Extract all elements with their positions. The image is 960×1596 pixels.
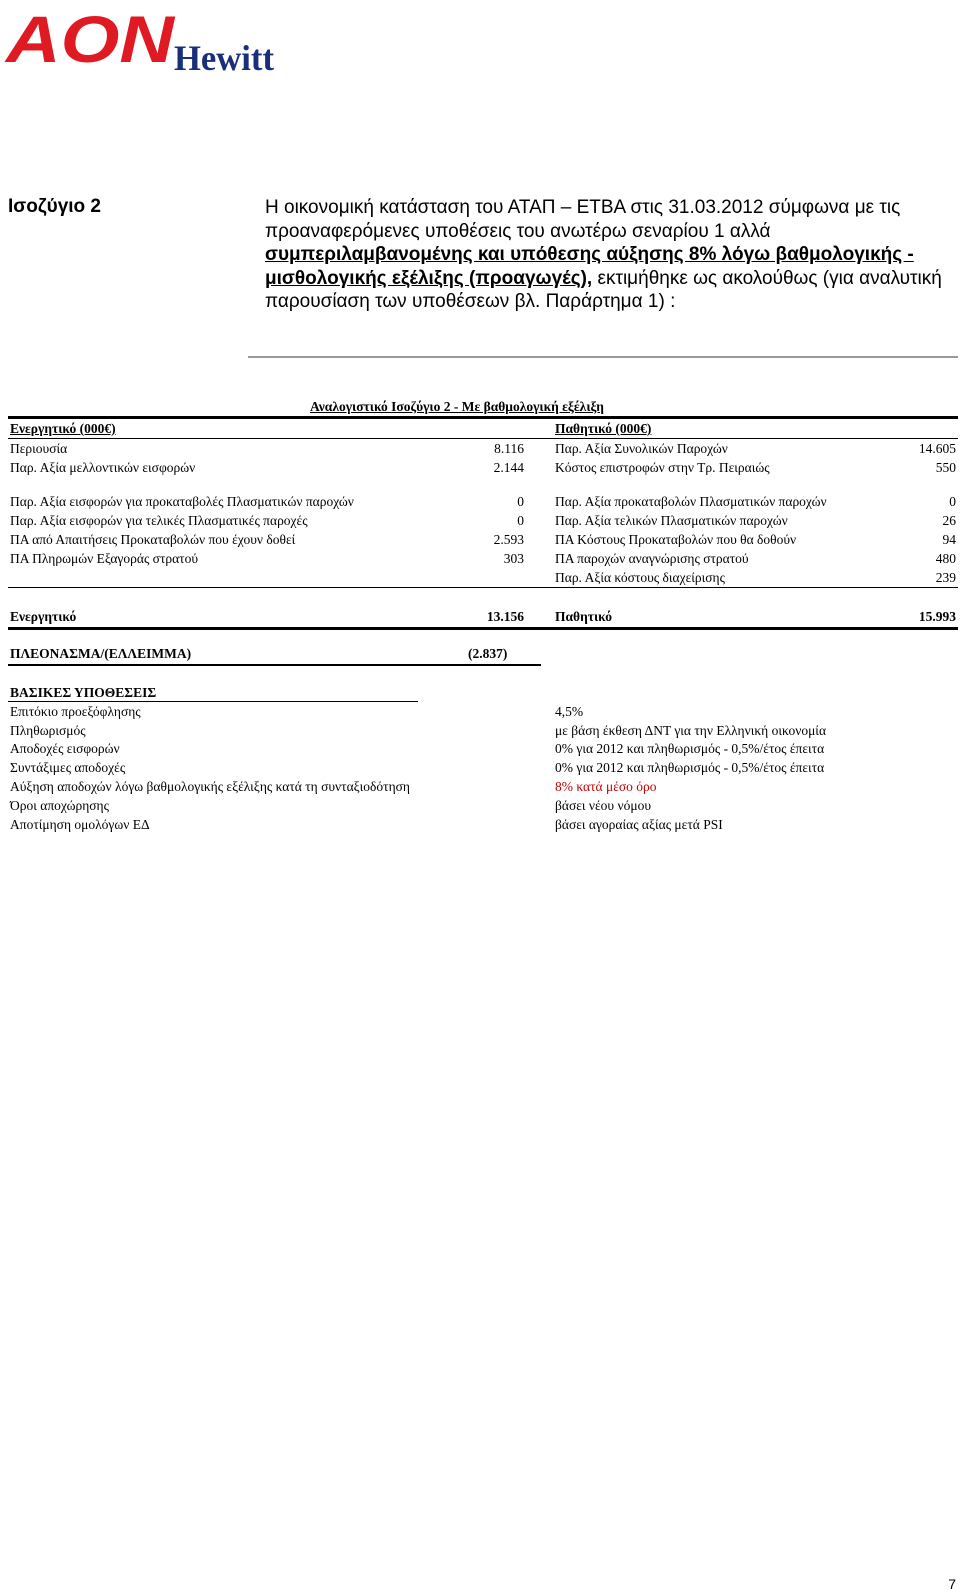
intro-divider	[248, 356, 958, 358]
aon-hewitt-logo	[4, 2, 294, 78]
table-row-asset-label: Παρ. Αξία εισφορών για προκαταβολές Πλασματικών παροχών	[10, 494, 354, 509]
assumption-value-highlight: 8% κατά μέσο όρο	[555, 779, 657, 794]
table-row-liability-value: 94	[942, 532, 956, 547]
rows-bottom-rule	[8, 587, 958, 588]
surplus-label: ΠΛΕΟΝΑΣΜΑ/(ΕΛΛΕΙΜΜΑ)	[10, 646, 192, 661]
table-row-liability-value: 550	[935, 460, 956, 475]
total-liabilities-value: 15.993	[918, 609, 956, 624]
table-row-asset-label: Περιουσία	[10, 441, 68, 456]
assumption-value: βάσει νέου νόμου	[555, 798, 652, 813]
header-rule	[8, 438, 958, 439]
table-row-asset-label: Παρ. Αξία μελλοντικών εισφορών	[10, 460, 196, 475]
logo-aon-text: AON	[4, 2, 176, 76]
table-row-liability-value: 0	[949, 494, 956, 509]
intro-paragraph	[265, 196, 955, 314]
assumption-label: Συντάξιμες αποδοχές	[10, 760, 126, 775]
assumption-label: Αποδοχές εισφορών	[10, 741, 120, 756]
assumptions-header: ΒΑΣΙΚΕΣ ΥΠΟΘΕΣΕΙΣ	[10, 685, 157, 700]
section-label: Ισοζύγιο 2	[8, 196, 101, 217]
assumption-value: βάσει αγοραίας αξίας μετά PSI	[555, 817, 723, 832]
surplus-value: (2.837)	[468, 646, 508, 661]
assets-header: Ενεργητικό (000€)	[10, 421, 116, 436]
assumption-label: Πληθωρισμός	[10, 723, 86, 738]
table-row-asset-value: 8.116	[494, 441, 524, 456]
intro-text-part2: εκτιμήθηκε ως ακολούθως (για αναλυτική παρουσίαση των υποθέσεων βλ. Παράρτημα 1) :	[265, 267, 942, 312]
total-liabilities-label: Παθητικό	[555, 609, 613, 624]
table-row-liability-value: 480	[935, 551, 956, 566]
table-row-asset-value: 303	[503, 551, 524, 566]
table-row-liability-value: 239	[935, 570, 956, 585]
table-row-liability-label: ΠΑ παροχών αναγνώρισης στρατού	[555, 551, 749, 566]
table-row-liability-label: Παρ. Αξία κόστους διαχείρισης	[555, 570, 725, 585]
totals-rule	[8, 627, 958, 630]
surplus-rule	[8, 664, 541, 666]
assumption-value: 0% για 2012 και πληθωρισμός - 0,5%/έτος έπειτα	[555, 741, 825, 756]
assumption-value: με βάση έκθεση ΔΝΤ για την Ελληνική οικονομία	[555, 723, 827, 738]
table-row-asset-value: 2.593	[493, 532, 524, 547]
table-row-asset-label: Παρ. Αξία εισφορών για τελικές Πλασματικές παροχές	[10, 513, 308, 528]
table-row-asset-label: ΠΑ Πληρωμών Εξαγοράς στρατού	[10, 551, 199, 566]
table-top-rule	[8, 416, 958, 419]
page-number: 7	[948, 1576, 956, 1592]
assumptions-header-rule	[8, 701, 418, 702]
table-row-asset-value: 2.144	[493, 460, 524, 475]
intro-text-part1: Η οικονομική κατάσταση του ΑΤΑΠ – ΕΤΒΑ στις 31.03.2012 σύμφωνα με τις προαναφερόμενες υποθέσεις του ανωτέρω σεναρίου 1 αλλά	[265, 197, 901, 242]
table-row-liability-label: Κόστος επιστροφών στην Τρ. Πειραιώς	[555, 460, 770, 475]
assumption-label: Επιτόκιο προεξόφλησης	[10, 704, 141, 719]
table-row-asset-label: ΠΑ από Απαιτήσεις Προκαταβολών που έχουν δοθεί	[10, 532, 296, 547]
assumption-value: 0% για 2012 και πληθωρισμός - 0,5%/έτος έπειτα	[555, 760, 825, 775]
table-title: Αναλογιστικό Ισοζύγιο 2 - Με βαθμολογική εξέλιξη	[310, 399, 604, 414]
liabilities-header: Παθητικό (000€)	[555, 421, 652, 436]
table-row-liability-label: Παρ. Αξία Συνολικών Παροχών	[555, 441, 728, 456]
table-row-liability-value: 14.605	[918, 441, 956, 456]
total-assets-value: 13.156	[486, 609, 524, 624]
table-row-asset-value: 0	[517, 513, 524, 528]
table-row-asset-value: 0	[517, 494, 524, 509]
assumption-label: Όροι αποχώρησης	[10, 798, 109, 813]
assumption-value: 4,5%	[555, 704, 584, 719]
table-row-liability-value: 26	[942, 513, 956, 528]
table-row-liability-label: Παρ. Αξία προκαταβολών Πλασματικών παροχών	[555, 494, 827, 509]
assumption-label: Αποτίμηση ομολόγων ΕΔ	[10, 817, 150, 832]
table-row-liability-label: Παρ. Αξία τελικών Πλασματικών παροχών	[555, 513, 788, 528]
table-row-liability-label: ΠΑ Κόστους Προκαταβολών που θα δοθούν	[555, 532, 797, 547]
logo-hewitt-text: Hewitt	[174, 38, 274, 78]
total-assets-label: Ενεργητικό	[10, 609, 77, 624]
assumption-label: Αύξηση αποδοχών λόγω βαθμολογικής εξέλιξης κατά τη συνταξιοδότηση	[10, 779, 410, 794]
intro-text-underlined: συμπεριλαμβανομένης και υπόθεσης αύξησης 8% λόγω βαθμολογικής - μισθολογικής εξέλιξης (προαγωγές),	[265, 244, 914, 289]
